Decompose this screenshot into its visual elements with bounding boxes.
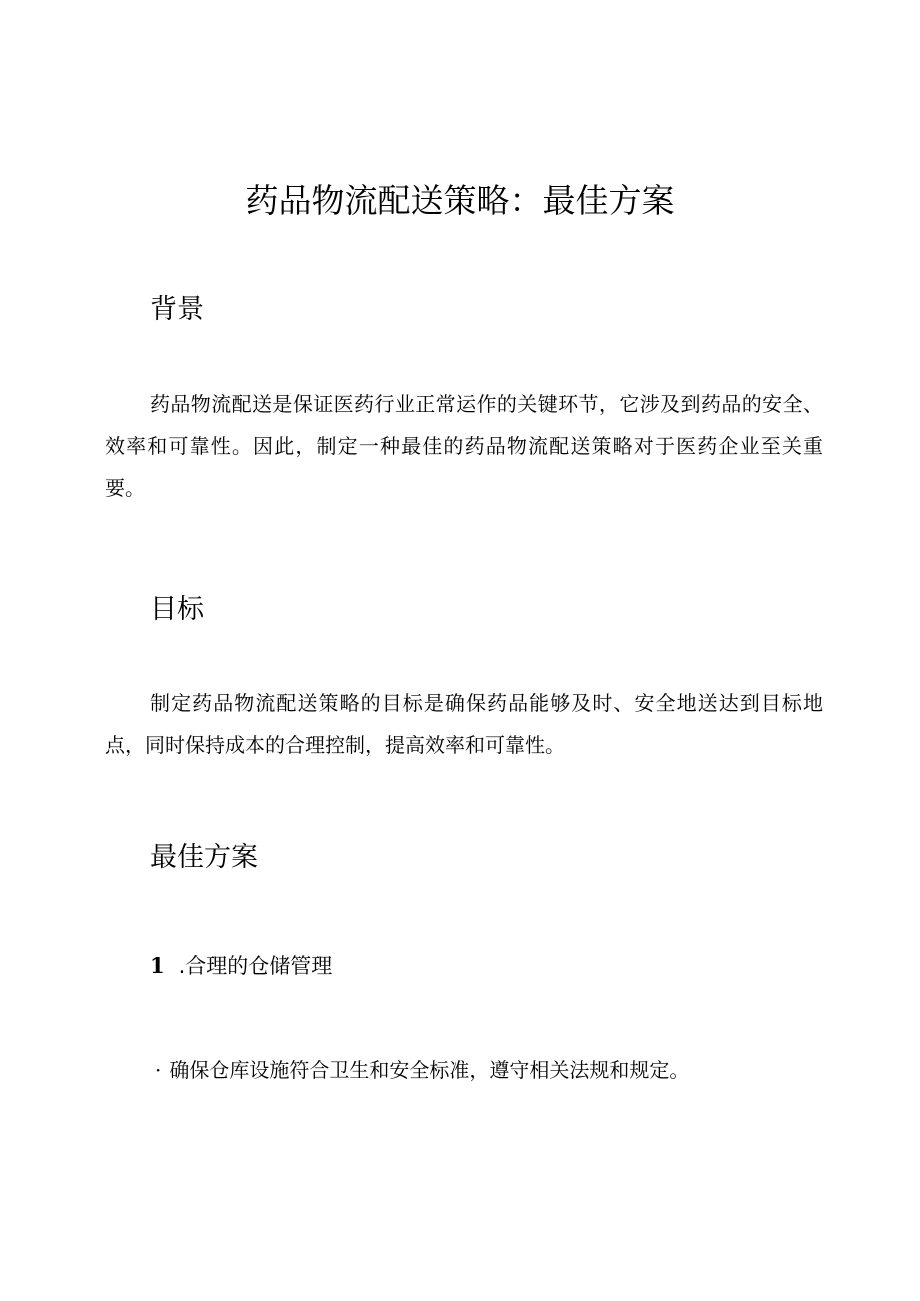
document-title: 药品物流配送策略：最佳方案 xyxy=(245,181,675,220)
bullet-marker: · xyxy=(155,1058,162,1082)
section-heading-background: 背景 xyxy=(150,294,204,325)
section-heading-best-plan: 最佳方案 xyxy=(150,842,258,873)
bullet-item xyxy=(155,1054,689,1086)
subsection-number: 1 xyxy=(150,953,165,978)
section-paragraph-goal: 制定药品物流配送策略的目标是确保药品能够及时、安全地送达到目标地点，同时保持成本的合理控制，提高效率和可靠性。 xyxy=(105,691,823,757)
section-paragraph-background: 药品物流配送是保证医药行业正常运作的关键环节，它涉及到药品的安全、效率和可靠性。因此，制定一种最佳的药品物流配送策略对于医药企业至关重要。 xyxy=(105,392,823,500)
subsection-title: .合理的仓储管理 xyxy=(178,954,333,978)
section-heading-goal: 目标 xyxy=(150,594,204,625)
bullet-text: 确保仓库设施符合卫生和安全标准，遵守相关法规和规定。 xyxy=(169,1058,690,1082)
subsection-heading xyxy=(150,950,332,982)
